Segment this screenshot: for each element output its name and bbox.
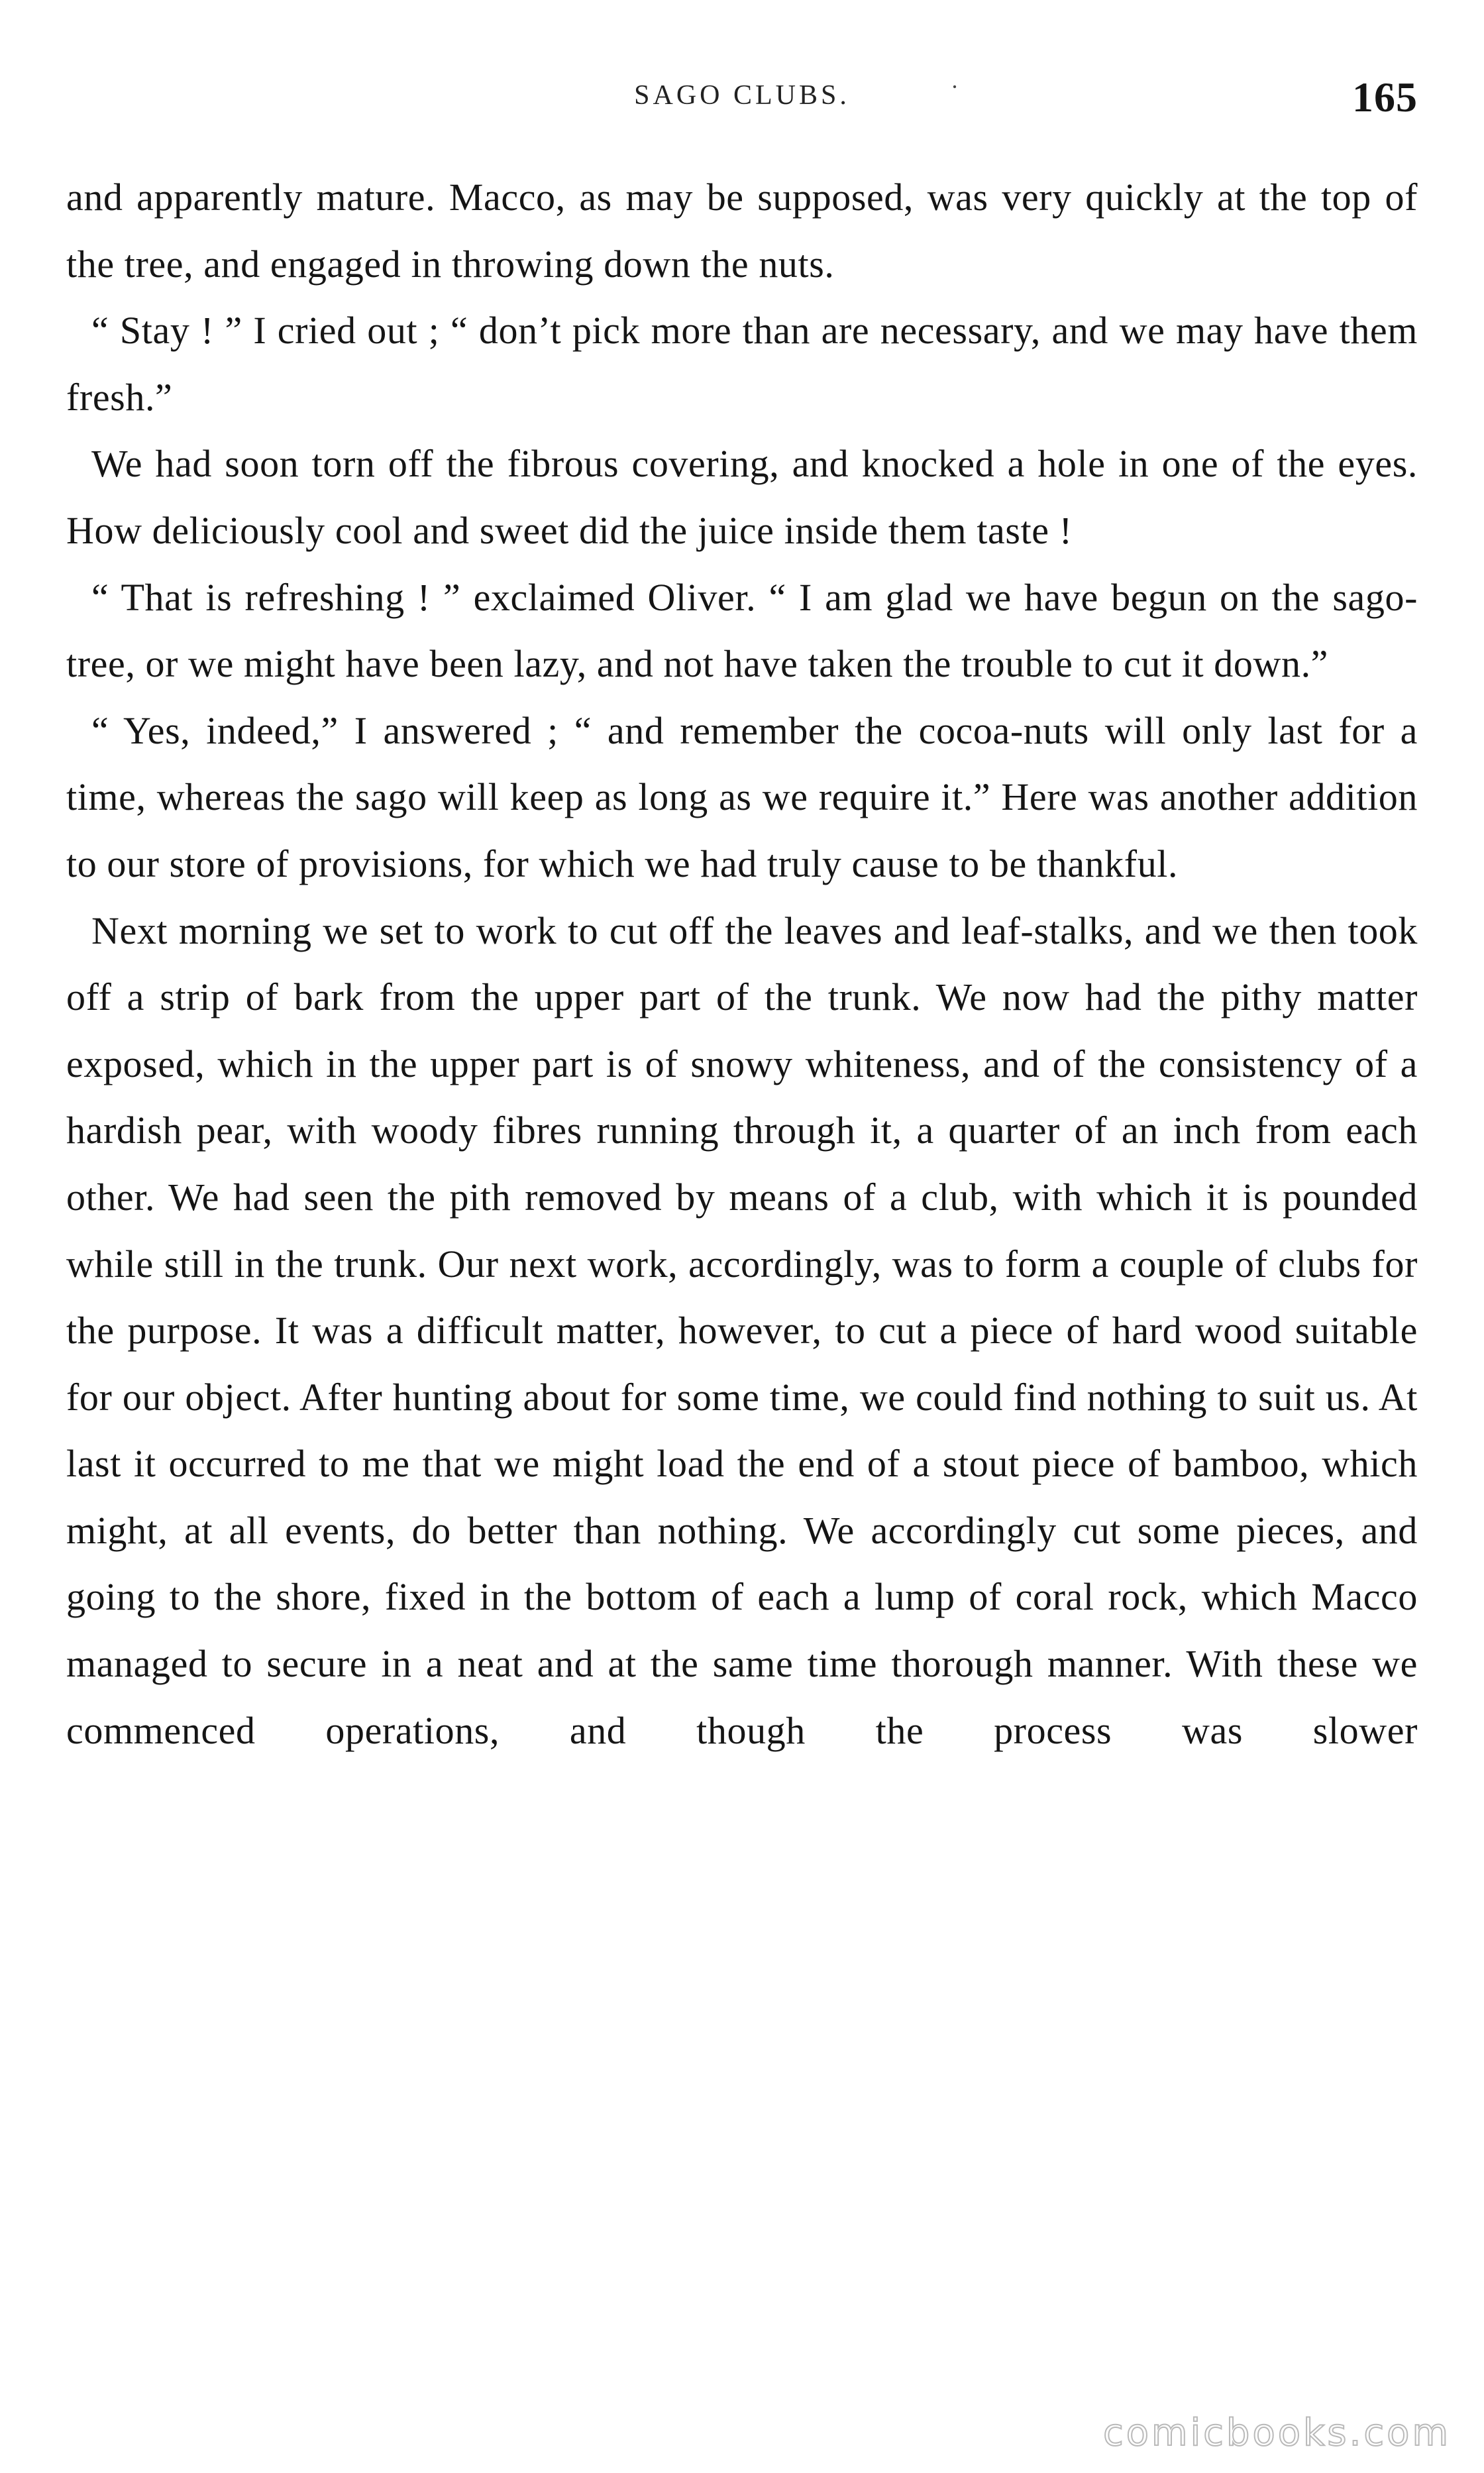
paragraph-refreshing: “ That is refreshing ! ” exclaimed Oliver. “ I am glad we have begun on the sago-tree, or we might have been lazy, and not have taken the trouble to cut it down.”	[66, 575, 1418, 686]
paragraph-stay: “ Stay ! ” I cried out ; “ don’t pick more than are necessary, and we may have them fresh.”	[66, 309, 1418, 419]
paragraph-next-morning: Next morning we set to work to cut off the leaves and leaf-stalks, and we then took off a strip of bark from the upper part of the trunk. We now had the pithy matter exposed, which in the upper part is of snowy whiteness, and of the consistency of a hardish pear, with woody fibres running through it, a quarter of an inch from each other. We had seen the pith removed by means of a club, with which it is pounded while still in the trunk. Our next work, accordingly, was to form a couple of clubs for the purpose. It was a difficult matter, however, to cut a piece of hard wood suitable for our object. After hunting about for some time, we could find nothing to suit us. At last it occurred to me that we might load the end of a stout piece of bamboo, which might, at all events, do better than nothing. We accordingly cut some pieces, and going to the shore, fixed in the bottom of each a lump of coral rock, which Macco managed to secure in a neat and at the same time thorough manner. With these we commenced operations, and though the process was slower	[66, 908, 1418, 1752]
site-watermark: comicbooks.com	[1102, 2411, 1451, 2454]
body-text	[66, 164, 1418, 1764]
paragraph-yes-indeed: “ Yes, indeed,” I answered ; “ and remember the cocoa-nuts will only last for a time, whereas the sago will keep as long as we require it.” Here was another addition to our store of provisions, for which we had truly cause to be thankful.	[66, 708, 1418, 885]
page-number: 165	[1352, 74, 1418, 121]
paragraph-continued: and apparently mature. Macco, as may be supposed, was very quickly at the top of the tree, and engaged in throwing down the nuts.	[66, 176, 1418, 286]
running-head-title: SAGO CLUBS.	[634, 80, 850, 111]
running-head-dot: ·	[951, 74, 959, 100]
paragraph-fibrous-covering: We had soon torn off the fibrous covering, and knocked a hole in one of the eyes. How deliciously cool and sweet did the juice inside them taste !	[66, 442, 1418, 552]
running-head	[66, 73, 1418, 126]
